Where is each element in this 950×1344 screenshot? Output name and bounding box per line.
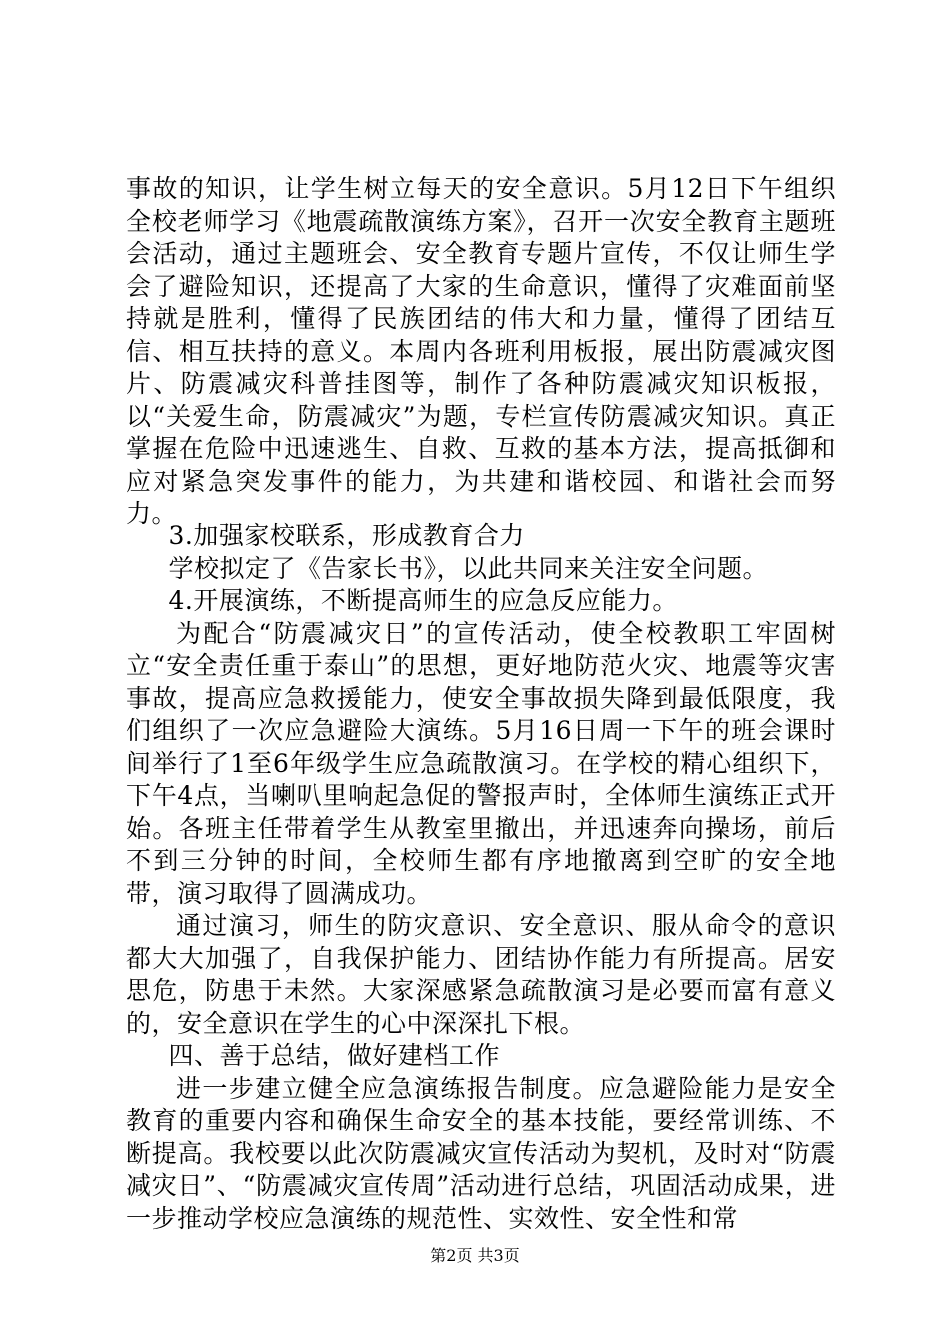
heading-summary-archiving: 四、善于总结，做好建档工作: [168, 1041, 501, 1070]
page-number-footer: 第2页 共3页: [430, 1246, 520, 1265]
paragraph-reporting-system: 进一步建立健全应急演练报告制度。应急避险能力是安全教育的重要内容和确保生命安全的基本技能，要经常训练、不断提高。我校要以此次防震减灾宣传活动为契机，及时对“防震减灾日”、“防震减灾宣传周”活动进行总结，巩固活动成果，进一步推动学校应急演练的规范性、实效性、安全性和常: [126, 1073, 836, 1233]
paragraph-continued: 事故的知识，让学生树立每天的安全意识。5月12日下午组织全校老师学习《地震疏散演练方案》，召开一次安全教育主题班会活动，通过主题班会、安全教育专题片宣传，不仅让师生学会了避险知识，还提高了大家的生命意识，懂得了灾难面前坚持就是胜利，懂得了民族团结的伟大和力量，懂得了团结互信、相互扶持的意义。本周内各班利用板报，展出防震减灾图片、防震减灾科普挂图等，制作了各种防震减灾知识板报，以“关爱生命，防震减灾”为题，专栏宣传防震减灾知识。真正掌握在危险中迅速逃生、自救、互救的基本方法，提高抵御和应对紧急突发事件的能力，为共建和谐校园、和谐社会而努力。: [126, 174, 836, 528]
paragraph-drill-description: 为配合“防震减灾日”的宣传活动，使全校教职工牢固树立“安全责任重于泰山”的思想，更好地防范火灾、地震等灾害事故，提高应急救援能力，使安全事故损失降到最低限度，我们组织了一次应急避险大演练。5月16日周一下午的班会课时间举行了1至6年级学生应急疏散演习。在学校的精心组织下，下午4点，当喇叭里响起急促的警报声时，全体师生演练正式开始。各班主任带着学生从教室里撤出，并迅速奔向操场，前后不到三分钟的时间，全校师生都有序地撤离到空旷的安全地带，演习取得了圆满成功。: [126, 618, 836, 908]
heading-drills: 4.开展演练，不断提高师生的应急反应能力。: [168, 586, 678, 615]
document-body-section: [126, 520, 836, 1235]
heading-home-school-liaison: 3.加强家校联系，形成教育合力: [168, 521, 525, 550]
paragraph-drill-outcome: 通过演习，师生的防灾意识、安全意识、服从命令的意识都大大加强了，自我保护能力、团结协作能力有所提高。居安思危，防患于未然。大家深感紧急疏散演习是必要而富有意义的，安全意识在学生的心中深深扎下根。: [126, 911, 836, 1038]
paragraph-letter-to-parents: 学校拟定了《告家长书》，以此共同来关注安全问题。: [168, 553, 769, 583]
